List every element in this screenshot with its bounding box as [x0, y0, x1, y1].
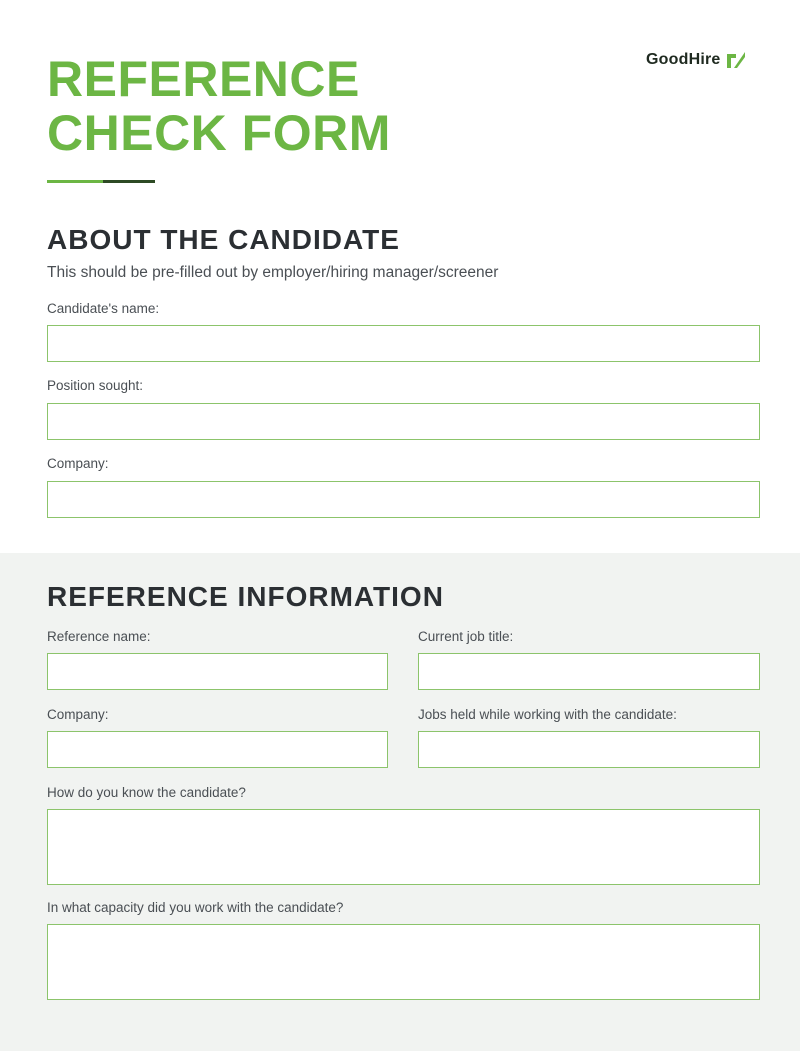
form-title-line1: REFERENCE: [47, 51, 360, 107]
candidate-name-field[interactable]: [47, 325, 760, 362]
title-divider: [47, 180, 155, 183]
current-job-title-label: Current job title:: [418, 629, 514, 644]
logo-text: GoodHire: [646, 51, 721, 68]
reference-company-label: Company:: [47, 707, 109, 722]
candidate-name-label: Candidate's name:: [47, 301, 160, 316]
current-job-title-field[interactable]: [418, 653, 760, 690]
reference-name-field[interactable]: [47, 653, 388, 690]
work-capacity-label: In what capacity did you work with the candidate?: [47, 900, 344, 915]
reference-company-field[interactable]: [47, 731, 388, 768]
candidate-company-field[interactable]: [47, 481, 760, 518]
position-sought-field[interactable]: [47, 403, 760, 440]
reference-information-heading: REFERENCE INFORMATION: [47, 581, 444, 612]
about-candidate-heading: ABOUT THE CANDIDATE: [47, 224, 400, 255]
goodhire-logo: [646, 50, 747, 70]
logo-mark-icon: [725, 50, 747, 70]
candidate-company-label: Company:: [47, 456, 109, 471]
position-sought-label: Position sought:: [47, 378, 144, 393]
work-capacity-field[interactable]: [47, 924, 760, 1000]
how-know-candidate-label: How do you know the candidate?: [47, 785, 246, 800]
about-candidate-subtitle: This should be pre-filled out by employer/hiring manager/screener: [47, 264, 499, 281]
form-title-line2: CHECK FORM: [47, 105, 391, 161]
reference-name-label: Reference name:: [47, 629, 151, 644]
jobs-held-label: Jobs held while working with the candidate:: [418, 707, 677, 722]
jobs-held-field[interactable]: [418, 731, 760, 768]
form-title: [47, 52, 391, 160]
how-know-candidate-field[interactable]: [47, 809, 760, 885]
